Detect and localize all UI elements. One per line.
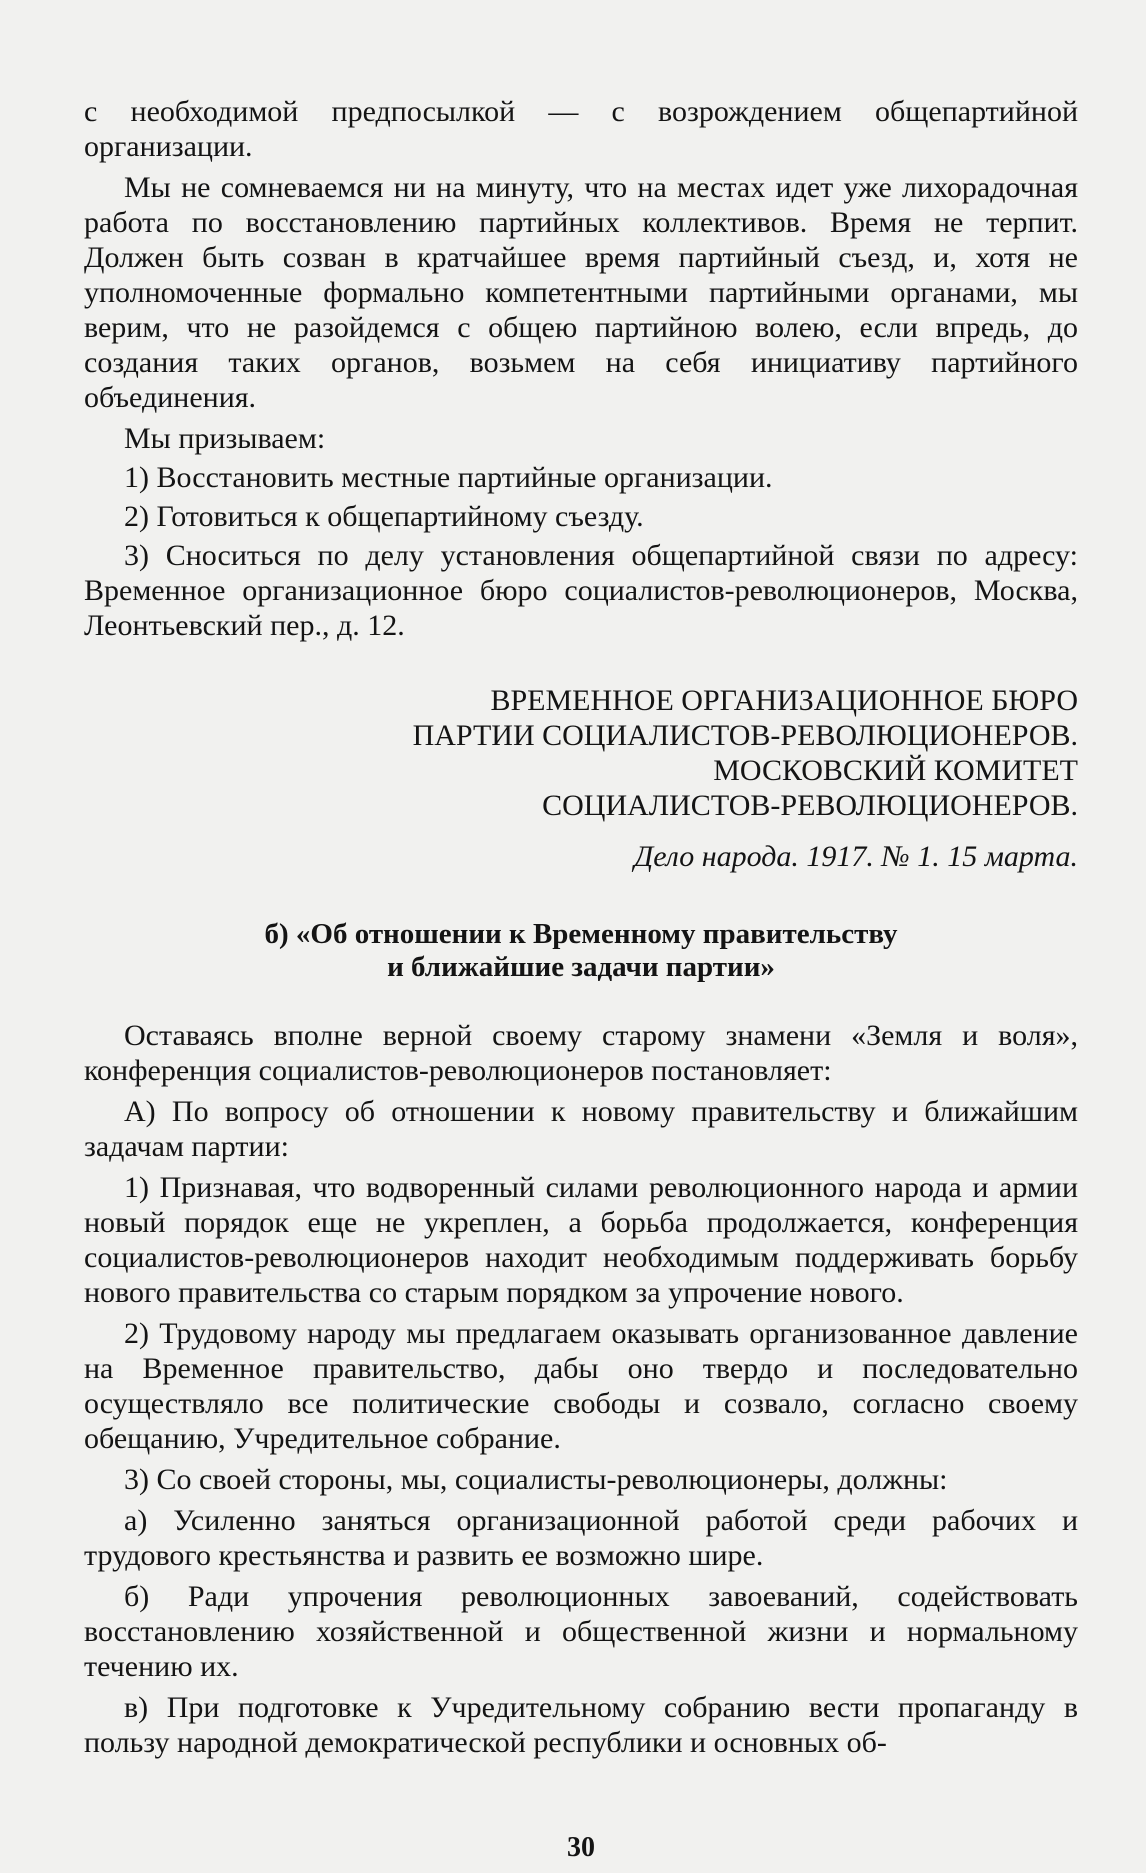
signature-line: ВРЕМЕННОЕ ОРГАНИЗАЦИОННОЕ БЮРО bbox=[490, 684, 1078, 717]
intro-paragraph: с необходимой предпосылкой — с возрождением общепартийной организации. bbox=[84, 95, 1078, 163]
body-paragraph: 2) Трудовому народу мы предлагаем оказывать организованное давление на Временное правительство, дабы оно твердо и последовательно осуществляло все политические свободы и созвало, согласно своему обещанию, Учредительное собрание. bbox=[84, 1317, 1078, 1455]
page-number: 30 bbox=[567, 1832, 595, 1863]
signature-line: МОСКОВСКИЙ КОМИТЕТ bbox=[713, 754, 1078, 787]
section-heading-line: и ближайшие задачи партии» bbox=[387, 951, 775, 983]
intro-paragraph: Мы не сомневаемся ни на минуту, что на местах идет уже лихорадочная работа по восстановлению партийных коллективов. Время не терпит. Должен быть созван в кратчайшее время партийный съезд, и, хотя не уполномоченные формально компетентными партийными органами, мы верим, что не разойдемся с общею партийною волею, если впредь, до создания таких органов, возьмем на себя инициативу партийного объединения. bbox=[84, 171, 1078, 414]
body-paragraph: б) Ради упрочения революционных завоеваний, содействовать восстановлению хозяйственной и общественной жизни и нормальному течению их. bbox=[84, 1580, 1078, 1683]
signature-line: СОЦИАЛИСТОВ-РЕВОЛЮЦИОНЕРОВ. bbox=[542, 789, 1078, 822]
appeal-item: 3) Сноситься по делу установления общепартийной связи по адресу: Временное организационное бюро социалистов-революционеров, Москва, Леонтьевский пер., д. 12. bbox=[84, 539, 1078, 642]
signature-block bbox=[84, 683, 1078, 823]
body-paragraph: а) Усиленно заняться организационной работой среди рабочих и трудового крестьянства и развить ее возможно шире. bbox=[84, 1504, 1078, 1572]
signature-line: ПАРТИИ СОЦИАЛИСТОВ-РЕВОЛЮЦИОНЕРОВ. bbox=[412, 719, 1078, 752]
body-paragraph: 1) Признавая, что водворенный силами революционного народа и армии новый порядок еще не укреплен, а борьба продолжается, конференция социалистов-революционеров находит необходимым поддерживать борьбу нового правительства со старым порядком за упрочение нового. bbox=[84, 1171, 1078, 1309]
document-page bbox=[84, 94, 1078, 1863]
body-paragraph: Оставаясь вполне верной своему старому знамени «Земля и воля», конференция социалистов-революционеров постановляет: bbox=[84, 1019, 1078, 1087]
section-heading bbox=[84, 918, 1078, 984]
body-paragraph: 3) Со своей стороны, мы, социалисты-революционеры, должны: bbox=[124, 1463, 948, 1496]
appeal-list bbox=[84, 460, 1078, 643]
appeal-item: 1) Восстановить местные партийные организации. bbox=[124, 461, 773, 494]
source-citation: Дело народа. 1917. № 1. 15 марта. bbox=[634, 840, 1078, 873]
intro-paragraph: Мы призываем: bbox=[124, 422, 326, 455]
body-paragraph: А) По вопросу об отношении к новому правительству и ближайшим задачам партии: bbox=[84, 1095, 1078, 1163]
body-paragraph: в) При подготовке к Учредительному собранию вести пропаганду в пользу народной демократической республики и основных об- bbox=[84, 1691, 1078, 1759]
appeal-item: 2) Готовиться к общепартийному съезду. bbox=[124, 500, 644, 533]
section-heading-line: б) «Об отношении к Временному правительству bbox=[264, 918, 898, 950]
